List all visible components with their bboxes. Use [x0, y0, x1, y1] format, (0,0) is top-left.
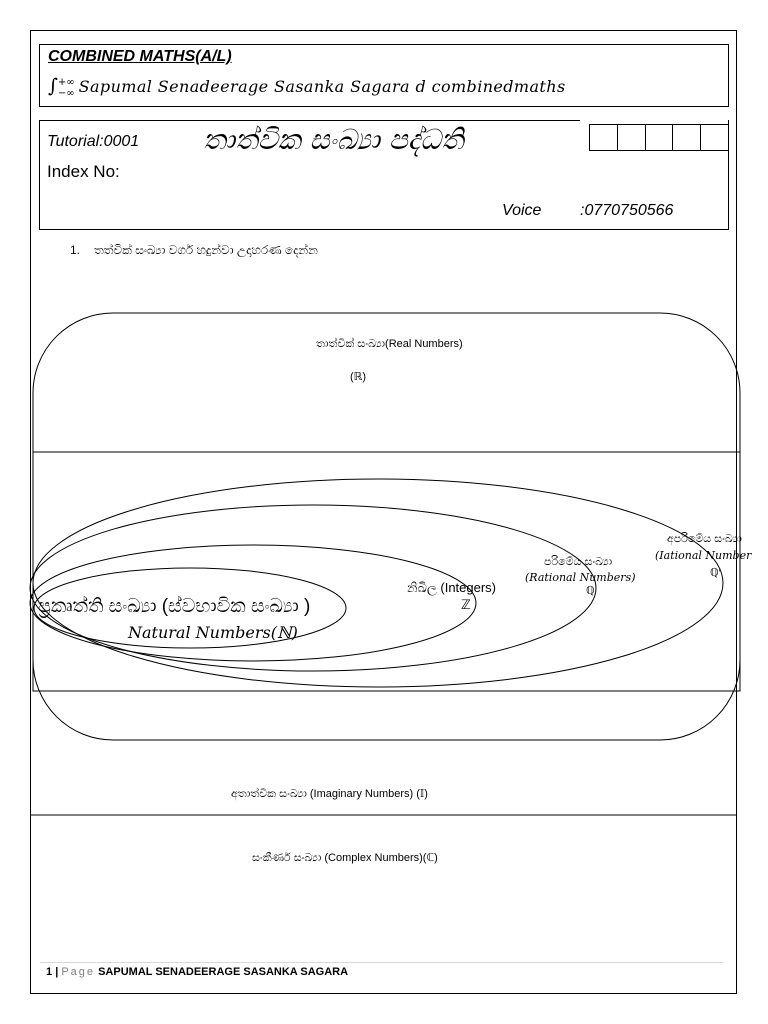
tutorial-label: Tutorial:0001	[47, 133, 140, 150]
integers-label: නිඛිල (Integers)	[407, 580, 497, 595]
integral-lower: −∞	[57, 88, 75, 99]
page-number: 1	[46, 966, 53, 978]
index-no-label: Index No:	[47, 162, 120, 181]
integers-symbol: ℤ	[461, 597, 471, 612]
rational-numbers-label: පරිමේය සංඛ්‍යා	[544, 556, 613, 568]
page-word: Page	[61, 966, 96, 978]
integrand-text: Sapumal Senadeerage Sasanka Sagara d combinedmaths	[78, 77, 566, 96]
irrational-numbers-english: (Iational Number	[655, 549, 752, 562]
real-numbers-label: තාත්වික් සංඛ්‍යා(Real Numbers)	[316, 338, 463, 350]
natural-numbers-label: ප්‍රකෘත්ති සංඛ්‍යා (ස්වභාවික සංඛ්‍යා )	[38, 596, 311, 617]
course-title: COMBINED MATHS(A/L)	[48, 48, 232, 65]
footer-rule	[40, 962, 723, 963]
natural-numbers-english: Natural Numbers(ℕ)	[128, 623, 298, 642]
irrational-numbers-symbol: ℚ′	[710, 567, 721, 579]
rational-numbers-symbol: ℚ	[586, 585, 595, 597]
voice-label: Voice	[502, 202, 542, 219]
voice-number: :0770750566	[580, 202, 674, 219]
integral-symbol: ∫	[48, 75, 58, 97]
complex-numbers-label: සංකීර්ණ සංඛ්‍යා (Complex Numbers)(ℂ)	[252, 852, 438, 864]
real-numbers-region	[33, 313, 740, 740]
real-numbers-symbol: (ℝ)	[350, 371, 367, 383]
integral-upper: +∞	[57, 77, 75, 88]
footer-author: SAPUMAL SENADEERAGE SASANKA SAGARA	[98, 966, 349, 978]
rational-numbers-english: (Rational Numbers)	[525, 571, 636, 584]
imaginary-numbers-label: අතාත්වික සංඛ්‍යා (Imaginary Numbers) (𝕀)	[231, 788, 428, 800]
question-number: 1.	[70, 243, 81, 257]
footer-separator: |	[55, 966, 59, 978]
rational-ellipse	[30, 505, 596, 671]
tutorial-sinhala-title: තාත්වික සංඛ්‍යා පද්ධති	[203, 123, 464, 156]
irrational-numbers-label: අපරිමේය සංඛ්‍යා	[667, 533, 742, 545]
page-footer	[46, 966, 348, 978]
question-text: තත්වික් සංඛ්‍යා වර්ග හදුන්වා උදාහරණ දෙන්න	[94, 243, 318, 257]
